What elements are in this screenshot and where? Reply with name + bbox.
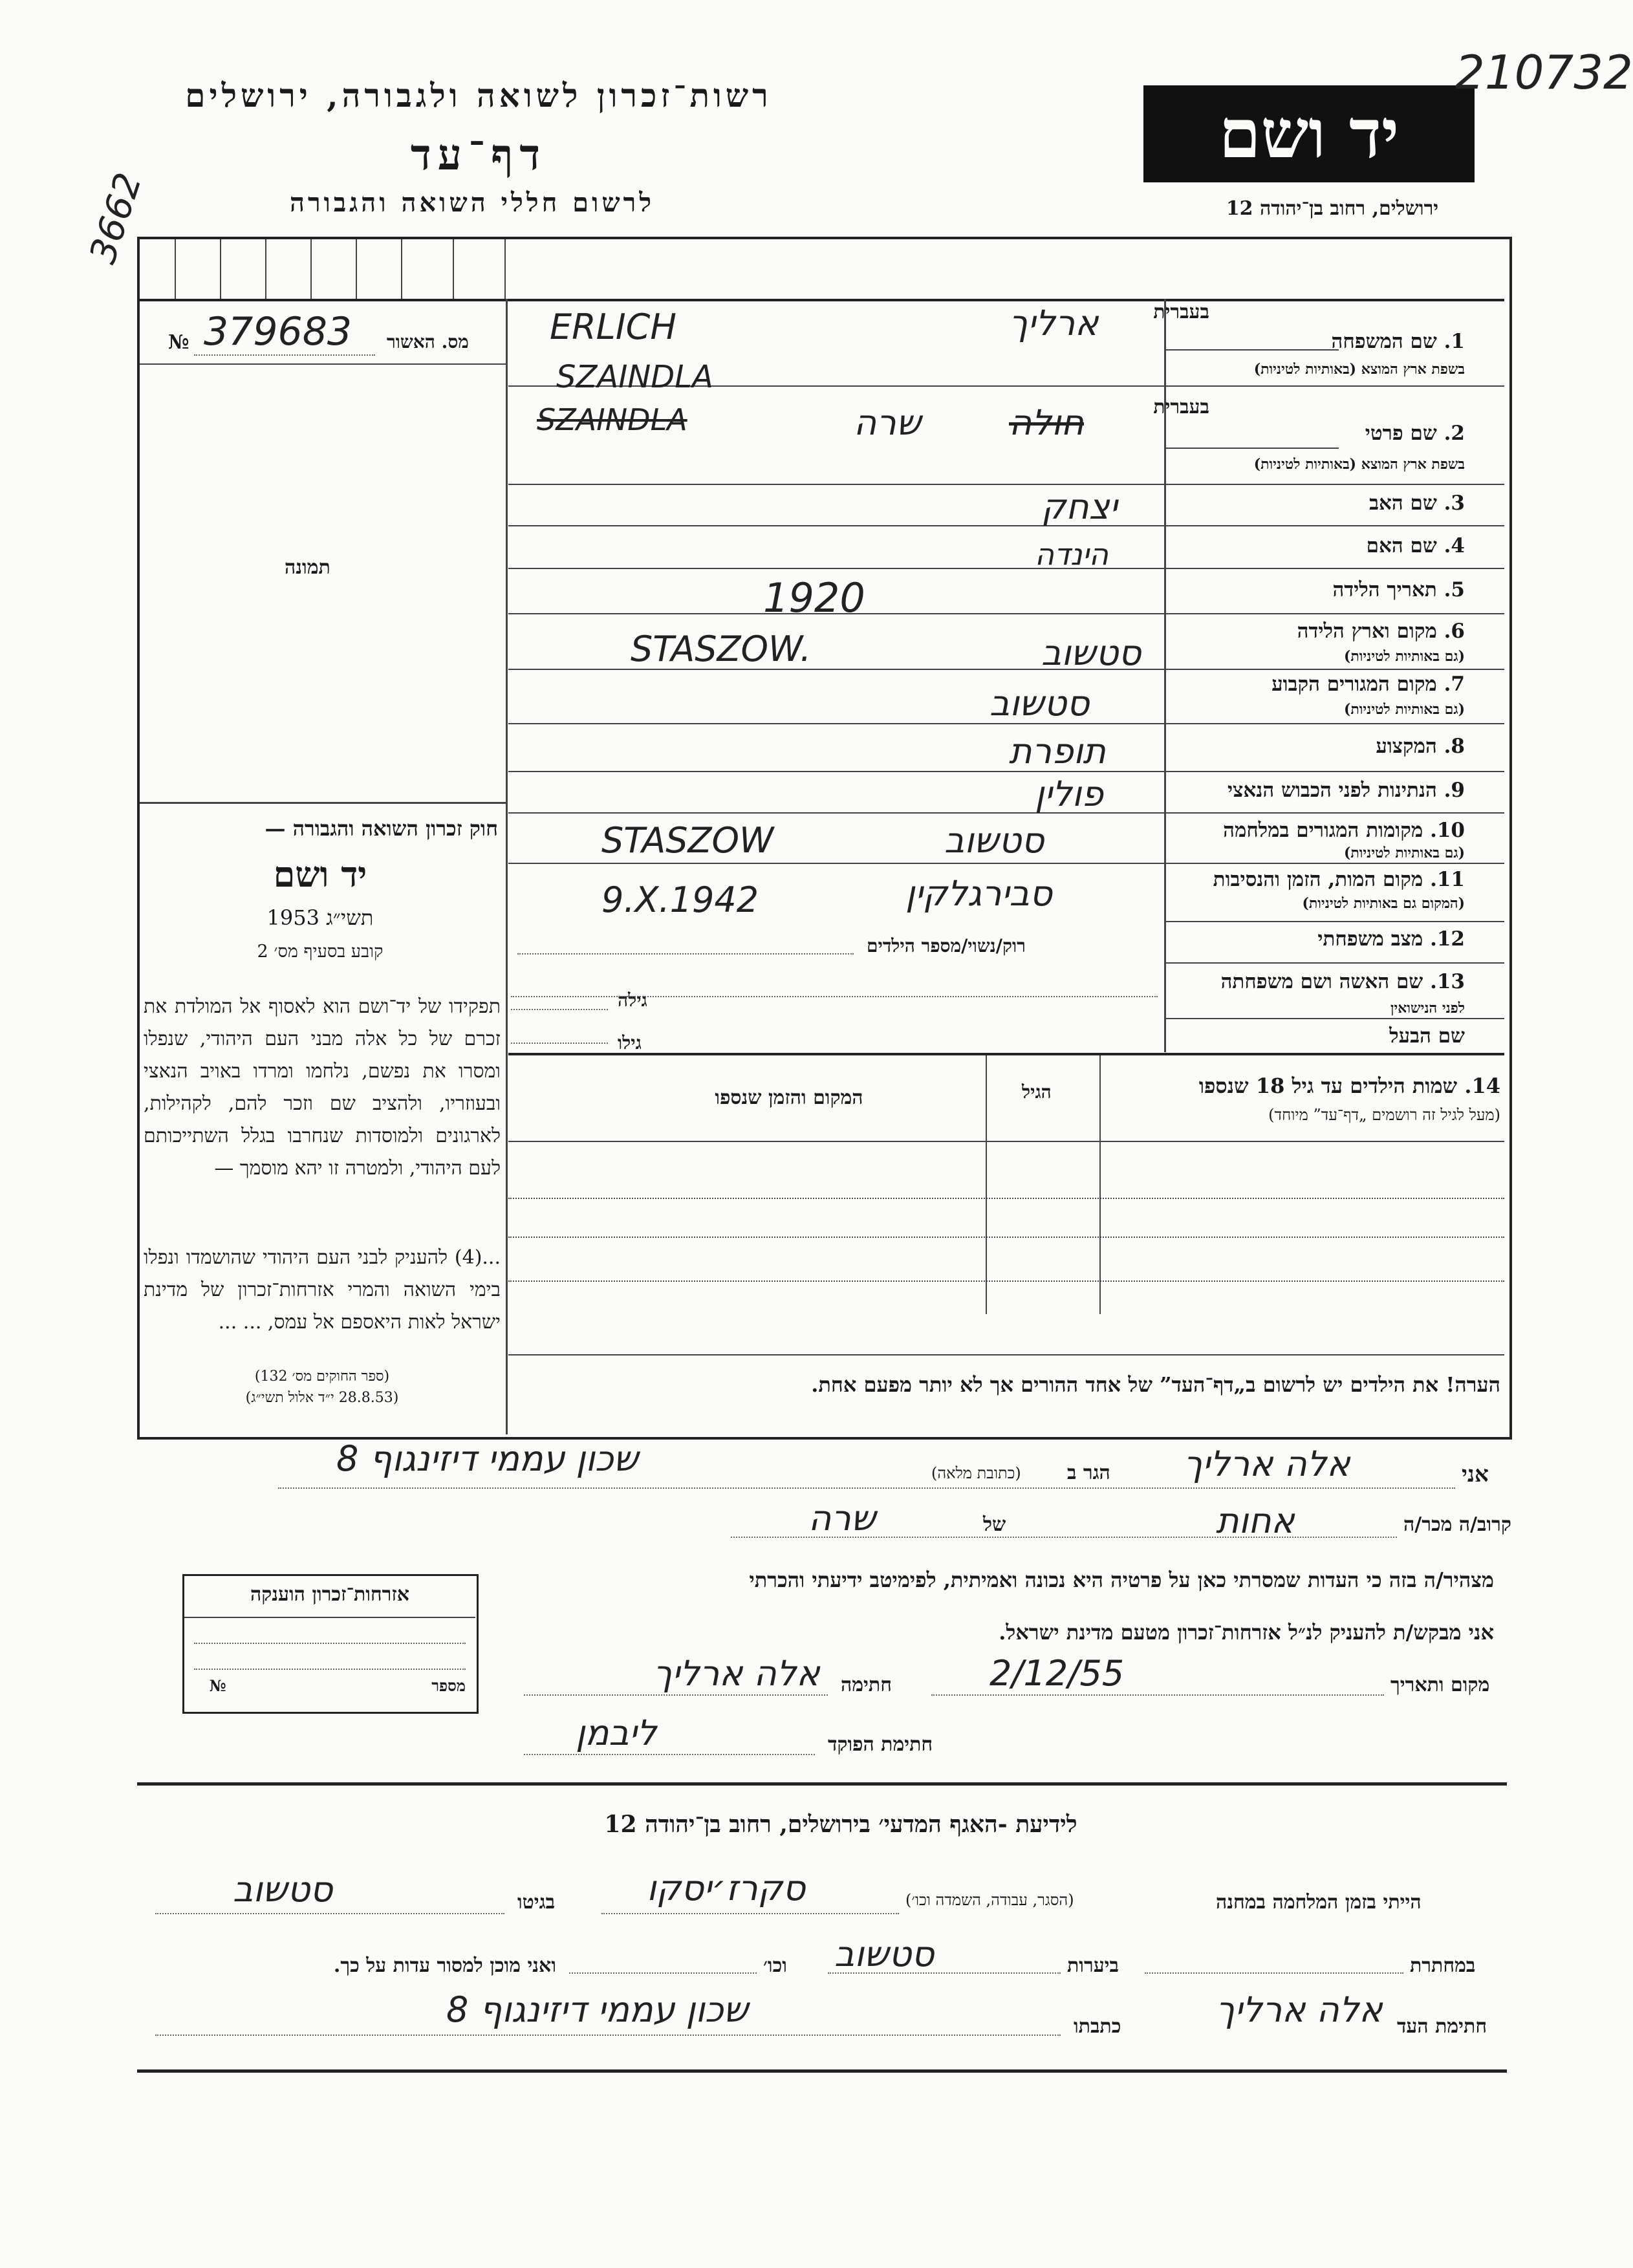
field-6-label: מקום וארץ הלידה [1297,620,1437,643]
given-name-hebrew: שרה [854,402,922,443]
marital-status-options: רוק/נשוי/מספר הילדים [867,935,1026,956]
registration-label: מס. האשור [387,331,469,352]
field-10-label: מקומות המגורים במלחמה [1223,819,1423,842]
field-1-label: שם המשפחה [1331,330,1437,353]
declaration-ani: אני [1462,1462,1489,1487]
field-7-number: 7. [1444,673,1465,696]
place-date-label: מקום ותאריך [1390,1674,1490,1696]
relation-value: אחות [1216,1500,1295,1541]
field-2-hebrew-tag: בעברית [1153,396,1209,418]
law-name: יד ושם [273,854,367,895]
citizenship-title: אזרחות־זכרון הוענקה [250,1583,410,1606]
field-11-label: מקום המות, הזמן והנסיבות [1213,868,1423,891]
form-subtitle: לרשום חללי השואה והגבורה [289,188,655,218]
witness-signature: אלה ארליך [1216,1989,1383,2030]
willing-to-testify: ואני מוכן למסור עדות על כך. [333,1954,556,1977]
registration-number: 379683 [204,309,352,354]
field-11-number: 11. [1430,868,1465,891]
field-9-number: 9. [1444,779,1465,802]
field-3-label: שם האב [1369,491,1437,515]
birthplace-hebrew: סטשוב [1041,632,1141,673]
yad-vashem-logo: יד ושם [1143,85,1475,182]
law-clause: קובע בסעיף מס׳ 2 [257,942,384,962]
signature-label: חתימה [841,1674,892,1696]
left-column-divider [506,299,508,1434]
given-name-latin: SZAINDLA [556,359,713,395]
law-year: תשי״ג 1953 [266,905,374,930]
field-13-sub: לפני הנישואין [1390,1000,1465,1017]
camp-line-label: הייתי בזמן המלחמה במחנה [1216,1891,1422,1914]
birth-date: 1920 [763,574,865,621]
of-label: של [983,1513,1006,1536]
field-13-number: 13. [1430,970,1465,993]
field-11-sub: (המקום גם באותיות לטיניות) [1302,895,1465,912]
handwritten-file-number: 210732 [1455,45,1633,100]
forest-name: סטשוב [834,1934,935,1974]
law-paragraph-1: תפקידו של יד־ושם הוא לאסוף אל המולדת את זכרם של כל אלה מבני העם היהודי, שנפלו ומסרו את נפשם, נלחמו ומרדו באויב הנאצי ובעוזריו, ולהציב שם וזכר להם, לקהילות, לארגונים ולמוסדות שנחרבו בגלל השתייכותם לעם היהודי, ולמטרה זו יהא מוסמך — [144,995,501,1180]
declarant-name: אלה ארליך [1184,1443,1350,1484]
photo-label: תמונה [285,556,330,579]
resides-label: הגר ב [1067,1462,1110,1484]
law-title: חוק זכרון השואה והגבורה — [265,816,498,841]
field-3-number: 3. [1444,491,1465,515]
children-table-note: (מעל לגיל זה רושמים „דף־עד” מיוחד) [1268,1106,1500,1124]
law-source: (ספר החוקים מס׳ 132) [254,1368,390,1385]
underground-label: במחתרת [1410,1954,1476,1977]
field-13-label: שם האשה ושם משפחתה [1220,970,1423,993]
officer-signature: ליבמן [576,1712,657,1753]
law-paragraph-2: ...(4) להעניק לבני העם היהודי שהושמדו ונפלו בימי השואה והמרי אזרחות־זכרון של מדינת ישראל לאות היאספם אל עמס, ... ... [144,1246,501,1334]
law-source-date: (28.8.53 י״ד אלול תשי״ג) [245,1390,399,1406]
occupation: תופרת [1009,731,1106,772]
children-row [508,1198,1504,1199]
form-title: דף־עד [410,129,547,180]
ghetto-label: בגיטו [517,1891,556,1914]
relation-label: קרוב/ה מכר/ה [1403,1513,1511,1536]
declaration-request: אני מבקש/ת להעניק לנ״ל אזרחות־זכרון מטעם מדינת ישראל. [999,1620,1494,1645]
declarant-signature: אלה ארליך [653,1653,820,1694]
of-value: שרה [808,1498,876,1539]
death-date: 9.X.1942 [601,880,759,920]
children-row [508,1237,1504,1238]
camp-name: סקרז׳יסקו [647,1868,806,1908]
field-7-label: מקום המגורים הקבוע [1271,673,1437,696]
field-5-number: 5. [1444,578,1465,601]
field-6-number: 6. [1444,620,1465,643]
handwritten-side-number: 3662 [81,167,151,269]
camp-types-hint: (הסגר, עבודה, השמדה וכו׳) [905,1891,1074,1909]
field-10-sub: (גם באותיות לטיניות) [1343,845,1465,861]
witness-signature-label: חתימת העד [1397,2015,1487,2038]
field-12-number: 12. [1430,927,1465,951]
declaration-statement: מצהיר/ה בזה כי העדות שמסרתי כאן על פרטיה היא נכונה ואמיתית, לפימיטב ידיעתי והכרתי [749,1568,1494,1592]
nationality: פולין [1035,773,1103,814]
field-5-label: תאריך הלידה [1332,578,1437,601]
husband-age-label: גילו [618,1032,642,1053]
address-label: (כתובת מלאה) [931,1464,1021,1482]
field-1-sub: בשפת ארץ המוצא (באותיות לטיניות) [1253,361,1465,378]
wartime-residence-hebrew: סטשוב [944,820,1044,861]
field-7-sub: (גם באותיות לטיניות) [1343,701,1465,718]
declarant-address: שכון עממי דיזינגוף 8 [336,1438,638,1479]
field-husband-label: שם הבעל [1389,1024,1465,1048]
father-name: יצחק [1041,486,1118,527]
death-place-hebrew: סבירגלקין [905,873,1052,914]
children-row [508,1280,1504,1282]
officer-signature-label: חתימת הפוקד [828,1733,933,1756]
witness-address-label: כתבתו [1074,2015,1121,2038]
declaration-date: 2/12/55 [990,1653,1125,1694]
logo-address: ירושלים, רחוב בן־יהודה 12 [1226,197,1439,220]
children-remark: הערה! את הילדים יש לרשום ב„דף־העד” של אחד ההורים אך לא יותר מפעם אחת. [811,1372,1500,1397]
ghetto-name: סטשוב [233,1869,333,1910]
organization-name: רשות־זכרון לשואה ולגבורה, ירושלים [185,76,772,114]
field-2-sub: בשפת ארץ המוצא (באותיות לטיניות) [1253,456,1465,473]
surname-latin: ERLICH [550,307,676,347]
citizenship-number-label: מספר [431,1676,466,1695]
children-table-title: שמות הילדים עד גיל 18 שנספו [1198,1074,1458,1098]
citizenship-number-symbol: № [209,1676,226,1695]
field-2-number: 2. [1444,422,1465,445]
children-table-number: 14. [1464,1074,1500,1098]
mother-name: הינדה [1035,537,1108,572]
field-8-label: המקצוע [1376,735,1437,758]
field-1-hebrew-tag: בעברית [1153,301,1209,323]
registration-number-symbol: № [168,331,189,354]
children-age-header: הגיל [1022,1081,1052,1103]
forests-label: ביערות [1067,1954,1119,1977]
field-12-label: מצב משפחתי [1317,927,1423,951]
field-4-number: 4. [1444,534,1465,557]
field-4-label: שם האם [1366,534,1437,557]
birthplace-latin: STASZOW. [631,629,812,669]
field-1-number: 1. [1444,330,1465,353]
field-10-number: 10. [1430,819,1465,842]
children-place-header: המקום והזמן שנספו [715,1086,863,1109]
wife-age-label: גילה [618,989,647,1011]
given-name-hebrew-crossed: חולה [1009,402,1084,443]
witness-address: שכון עממי דיזינגוף 8 [446,1989,748,2030]
field-2-label: שם פרטי [1365,422,1437,445]
given-name-latin-crossed: SZAINDLA [537,402,687,437]
wartime-residence-latin: STASZOW [601,820,774,861]
etc-label: וכו׳ [763,1954,787,1977]
field-9-label: הנתינות לפני הכבוש הנאצי [1227,779,1437,802]
field-6-sub: (גם באותיות לטיניות) [1343,648,1465,665]
scientific-dept-title: לידיעת -האגף המדעי׳ בירושלים, רחוב בן־יהודה 12 [604,1811,1077,1838]
field-8-number: 8. [1444,735,1465,758]
residence-hebrew: סטשוב [990,683,1090,724]
surname-hebrew: ארליך [1009,303,1099,343]
